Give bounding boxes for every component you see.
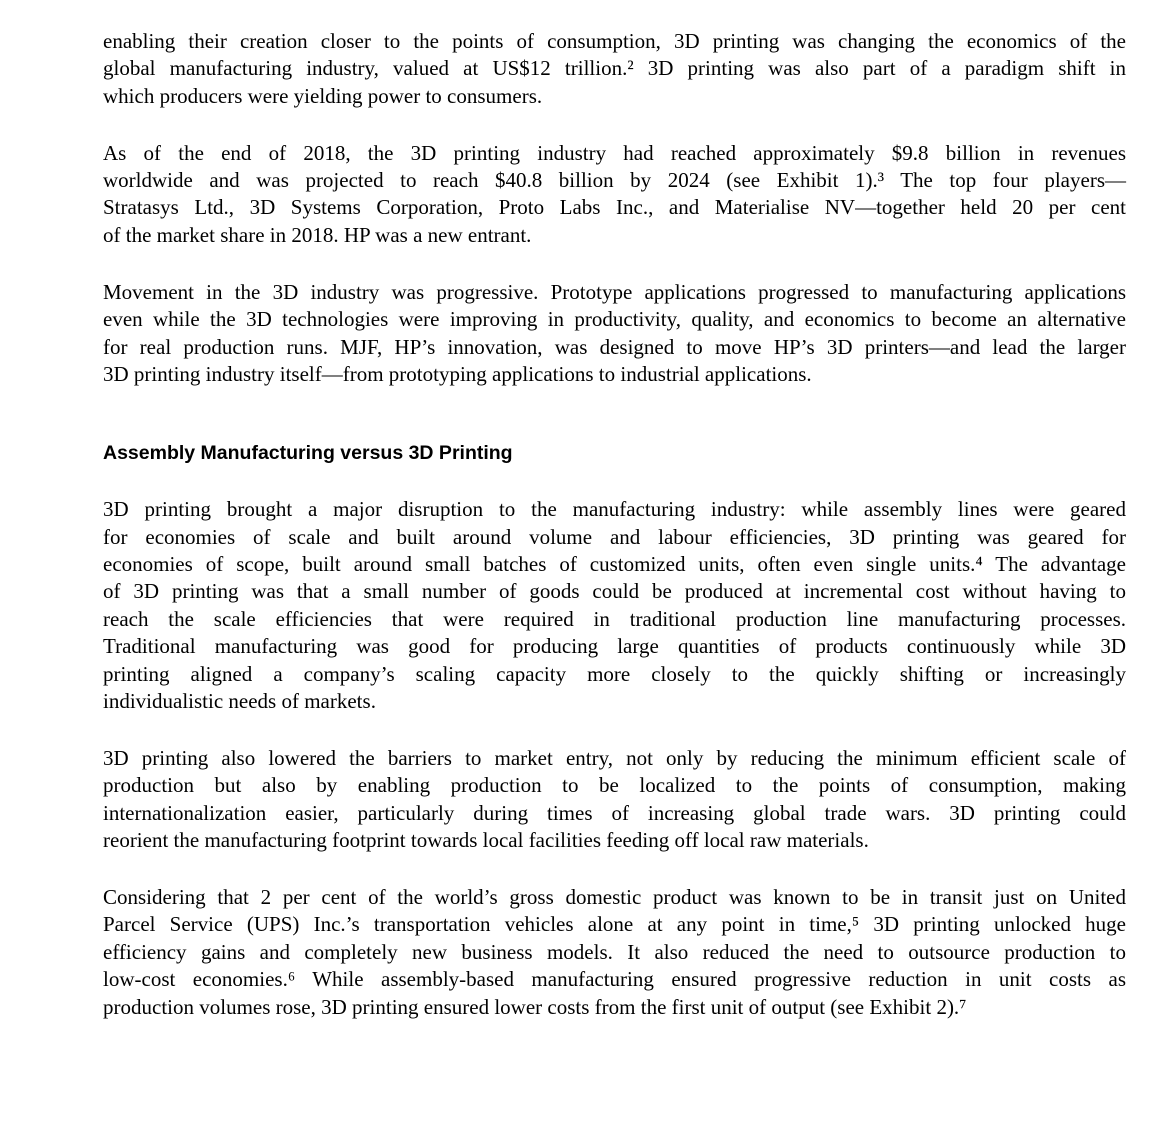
document-page bbox=[103, 28, 1126, 1050]
text-line: of 3D printing was that a small number of goods could be produced at incremental cost without having to bbox=[103, 579, 1126, 604]
text-line: economies of scope, built around small batches of customized units, often even single units.⁴ The advantage bbox=[103, 552, 1126, 577]
text-line: 3D printing brought a major disruption to the manufacturing industry: while assembly lines were geared bbox=[103, 497, 1126, 522]
paragraph bbox=[103, 745, 1126, 855]
text-line: worldwide and was projected to reach $40.8 billion by 2024 (see Exhibit 1).³ The top four players— bbox=[103, 168, 1126, 193]
text-line: of the market share in 2018. HP was a new entrant. bbox=[103, 222, 532, 247]
text-line: Traditional manufacturing was good for producing large quantities of products continuously while 3D bbox=[103, 634, 1126, 659]
text-line: global manufacturing industry, valued at US$12 trillion.² 3D printing was also part of a paradigm shift in bbox=[103, 56, 1126, 81]
text-line: reach the scale efficiencies that were required in traditional production line manufacturing processes. bbox=[103, 606, 1126, 631]
text-line: Movement in the 3D industry was progressive. Prototype applications progressed to manufacturing applications bbox=[103, 279, 1126, 304]
text-line: low-cost economies.⁶ While assembly-based manufacturing ensured progressive reduction in unit costs as bbox=[103, 967, 1126, 992]
text-line: enabling their creation closer to the points of consumption, 3D printing was changing the economics of the bbox=[103, 29, 1126, 53]
text-line: Considering that 2 per cent of the world’s gross domestic product was known to be in transit just on United bbox=[103, 884, 1126, 909]
text-line: printing aligned a company’s scaling capacity more closely to the quickly shifting or increasingly bbox=[103, 661, 1126, 686]
paragraph bbox=[103, 884, 1126, 1021]
text-line: efficiency gains and completely new business models. It also reduced the need to outsource production to bbox=[103, 939, 1126, 964]
text-line: even while the 3D technologies were improving in productivity, quality, and economics to become an alternative bbox=[103, 307, 1126, 332]
text-line: As of the end of 2018, the 3D printing industry had reached approximately $9.8 billion in revenues bbox=[103, 140, 1126, 165]
text-line: 3D printing also lowered the barriers to market entry, not only by reducing the minimum efficient scale of bbox=[103, 745, 1126, 770]
text-line: which producers were yielding power to consumers. bbox=[103, 83, 543, 108]
text-line: individualistic needs of markets. bbox=[103, 689, 376, 714]
text-line: internationalization easier, particularly during times of increasing global trade wars. 3D printing could bbox=[103, 800, 1126, 825]
text-line: production volumes rose, 3D printing ensured lower costs from the first unit of output (see Exhibit 2).⁷ bbox=[103, 994, 967, 1019]
paragraph bbox=[103, 140, 1126, 250]
text-line: reorient the manufacturing footprint towards local facilities feeding off local raw materials. bbox=[103, 828, 869, 853]
text-line: 3D printing industry itself—from prototyping applications to industrial applications. bbox=[103, 361, 812, 386]
text-line: Parcel Service (UPS) Inc.’s transportation vehicles alone at any point in time,⁵ 3D printing unlocked huge bbox=[103, 912, 1126, 937]
paragraph bbox=[103, 28, 1126, 110]
text-line: for real production runs. MJF, HP’s innovation, was designed to move HP’s 3D printers—and lead the larger bbox=[103, 334, 1126, 359]
text-line: for economies of scale and built around volume and labour efficiencies, 3D printing was geared for bbox=[103, 524, 1126, 549]
text-line: production but also by enabling production to be localized to the points of consumption, making bbox=[103, 773, 1126, 798]
section-heading: Assembly Manufacturing versus 3D Printing bbox=[103, 442, 513, 465]
text-line: Stratasys Ltd., 3D Systems Corporation, Proto Labs Inc., and Materialise NV—together held 20 per cent bbox=[103, 195, 1126, 220]
paragraph bbox=[103, 279, 1126, 389]
paragraph bbox=[103, 496, 1126, 715]
